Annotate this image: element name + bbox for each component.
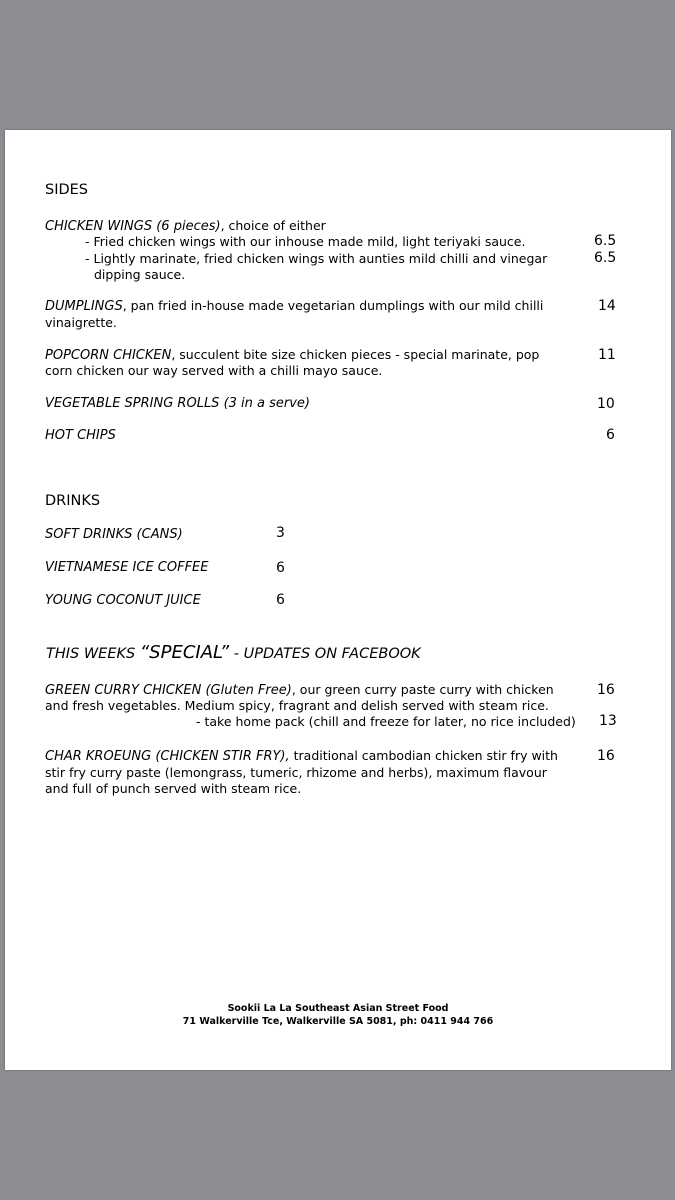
popcorn-price: 11 <box>598 347 616 363</box>
dumplings-line-2: vinaigrette. <box>45 315 117 330</box>
special-heading-b: “SPECIAL” <box>139 642 230 663</box>
chicken-wings-title <box>45 218 326 235</box>
char-kroeung-line-3: and full of punch served with steam rice. <box>45 781 302 796</box>
chicken-wings-suffix: , choice of either <box>220 218 326 233</box>
spring-rolls-name: VEGETABLE SPRING ROLLS (3 in a serve) <box>45 396 311 411</box>
spring-rolls-price: 10 <box>597 396 615 412</box>
chicken-wings-option-1-price: 6.5 <box>594 233 617 249</box>
char-kroeung-desc: traditional cambodian chicken stir fry with <box>289 748 558 763</box>
drinks-heading: DRINKS <box>45 493 101 509</box>
dumplings-name: DUMPLINGS <box>45 299 123 314</box>
chicken-wings-option-1: - Fried chicken wings with our inhouse made mild, light teriyaki sauce. <box>85 234 526 249</box>
dumplings-desc: , pan fried in-house made vegetarian dumplings with our mild chilli <box>122 298 544 313</box>
green-curry-desc: , our green curry paste curry with chicken <box>291 682 554 697</box>
green-curry-takehome-price: 13 <box>599 713 617 729</box>
char-kroeung-line-2: stir fry curry paste (lemongrass, tumeric, rhizome and herbs), maximum flavour <box>45 765 547 780</box>
popcorn-line-2: corn chicken our way served with a chilli mayo sauce. <box>45 363 383 378</box>
special-heading-a: THIS WEEKS <box>46 646 140 662</box>
green-curry-line-1 <box>45 682 554 699</box>
popcorn-desc: , succulent bite size chicken pieces - special marinate, pop <box>171 347 540 362</box>
chicken-wings-option-2: - Lightly marinate, fried chicken wings with aunties mild chilli and vinegar <box>85 251 548 266</box>
green-curry-price: 16 <box>597 682 615 698</box>
hot-chips-name: HOT CHIPS <box>45 428 116 443</box>
dumplings-price: 14 <box>598 298 616 314</box>
special-heading <box>46 642 421 663</box>
drink-item-name: SOFT DRINKS (CANS) <box>45 527 183 542</box>
chicken-wings-name: CHICKEN WINGS (6 pieces) <box>45 219 221 234</box>
popcorn-line-1 <box>45 347 539 364</box>
chicken-wings-option-2-price: 6.5 <box>594 250 617 266</box>
char-kroeung-name: CHAR KROEUNG (CHICKEN STIR FRY), <box>45 749 290 764</box>
footer-name: Sookii La La Southeast Asian Street Food <box>227 1003 449 1014</box>
char-kroeung-price: 16 <box>597 748 615 764</box>
char-kroeung-line-1 <box>45 748 558 765</box>
hot-chips-price: 6 <box>606 427 615 443</box>
sides-heading: SIDES <box>45 182 89 198</box>
popcorn-name: POPCORN CHICKEN <box>45 348 172 363</box>
drink-item-name: VIETNAMESE ICE COFFEE <box>45 560 209 575</box>
dumplings-line-1 <box>45 298 543 315</box>
chicken-wings-option-2-cont: dipping sauce. <box>94 267 186 282</box>
green-curry-line-2: and fresh vegetables. Medium spicy, fragrant and delish served with steam rice. <box>45 698 549 713</box>
green-curry-line-3: - take home pack (chill and freeze for later, no rice included) <box>196 714 576 729</box>
special-heading-c: - UPDATES ON FACEBOOK <box>229 646 421 662</box>
menu-page <box>5 130 671 1070</box>
drink-item-price: 3 <box>276 525 285 541</box>
drink-item-price: 6 <box>276 560 285 576</box>
footer-address: 71 Walkerville Tce, Walkerville SA 5081, ph: 0411 944 766 <box>182 1016 494 1027</box>
drink-item-price: 6 <box>276 592 285 608</box>
drink-item-name: YOUNG COCONUT JUICE <box>45 593 201 608</box>
green-curry-name: GREEN CURRY CHICKEN (Gluten Free) <box>45 683 292 698</box>
